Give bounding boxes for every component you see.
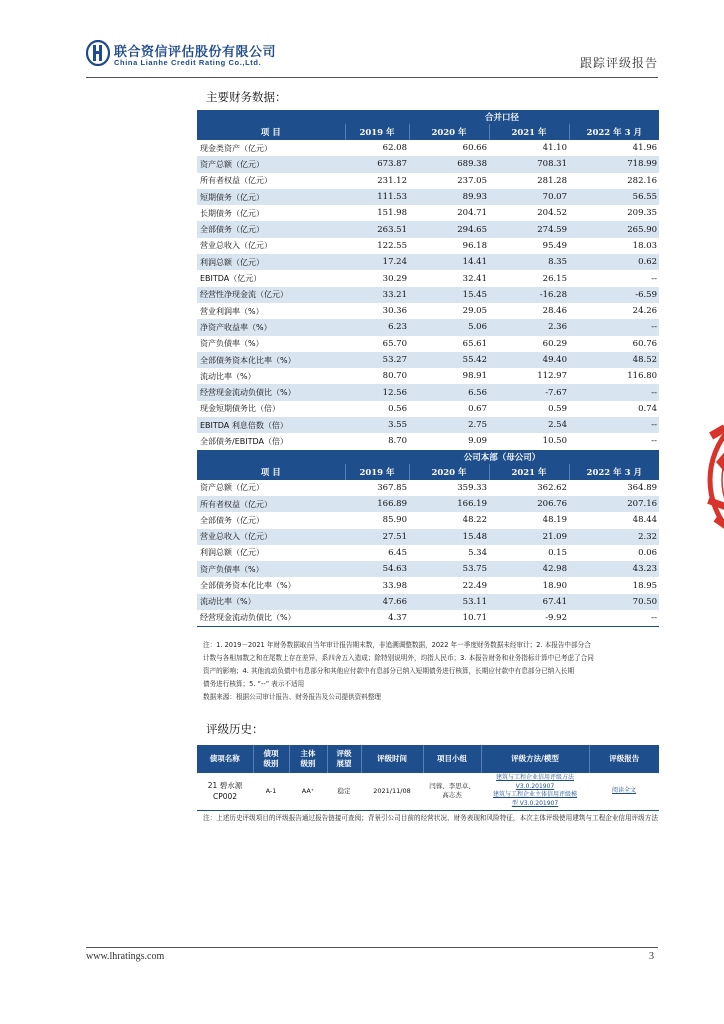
column-header: 2019 年 (345, 464, 409, 480)
cell-value: 0.67 (468, 403, 487, 414)
table-row (197, 173, 659, 189)
cell-value: 48.52 (569, 352, 659, 368)
table-row (197, 401, 659, 417)
cell-value: 56.55 (569, 189, 659, 205)
data-source-line: 数据来源：根据公司审计报告、财务报告及公司提供资料整理 (203, 693, 382, 701)
cell-value: 3.55 (345, 417, 409, 433)
cell-value: 95.49 (542, 240, 567, 251)
cell-value: 48.44 (632, 515, 658, 526)
cell-value: 708.31 (489, 156, 569, 172)
cell-value: 0.59 (548, 403, 567, 414)
cell-value: 274.59 (489, 221, 569, 237)
cell-value: 0.74 (638, 403, 658, 414)
table-row (197, 577, 659, 593)
cell-value: 41.10 (542, 143, 567, 154)
cell-value: 673.87 (345, 156, 409, 172)
cell-value: 10.50 (542, 436, 567, 447)
row-label: 全部债务资本化比率（%） (200, 581, 296, 591)
cell-value: 263.51 (345, 221, 409, 237)
cell-value: 8.70 (388, 436, 407, 447)
table-row (197, 496, 659, 512)
note-line: 计数与各相加数之和在尾数上存在差异，系四舍五入造成；除特别说明外，均指人民币；3. 本报告财务和业务指标计算中已考虑了合同 (203, 654, 594, 662)
cell-value: 89.93 (409, 189, 489, 205)
table-row (197, 254, 659, 270)
row-label: 流动比率（%） (200, 371, 256, 381)
cell-value: 53.27 (345, 352, 409, 368)
cell-value: -- (651, 436, 658, 447)
cell-value: 60.29 (542, 338, 567, 349)
cell-value: 70.07 (489, 189, 569, 205)
group-spacer (197, 450, 345, 464)
cell-value: 27.51 (345, 529, 409, 545)
cell-value: 26.15 (542, 273, 567, 284)
cell-value: 359.33 (457, 482, 487, 493)
cell-value: 85.90 (382, 515, 407, 526)
cell-value: 53.75 (409, 561, 489, 577)
row-label: 资产负债率（%） (200, 339, 264, 349)
read-full-report-link[interactable]: 阅读全文 (611, 787, 636, 794)
column-header: 2021 年 (489, 464, 569, 480)
entity-rating: AA⁺ (289, 773, 327, 810)
column-header: 2021 年 (489, 124, 569, 140)
table-row (197, 336, 659, 352)
table-row (197, 205, 659, 221)
cell-value: -- (569, 417, 659, 433)
row-label: 短期债务（亿元） (197, 189, 345, 205)
column-header: 2019 年 (345, 124, 409, 140)
row-label: 利润总额（亿元） (197, 254, 345, 270)
cell-value: 33.21 (345, 287, 409, 303)
rating-date: 2021/11/08 (361, 773, 423, 810)
cell-value: 12.56 (345, 384, 409, 400)
cell-value: 207.16 (569, 496, 659, 512)
cell-value: 206.76 (489, 496, 569, 512)
rating-column-header: 主体 级别 (289, 745, 327, 773)
cell-value: 209.35 (627, 208, 658, 219)
cell-value: 166.19 (409, 496, 489, 512)
table-group-header (197, 450, 659, 464)
cell-value: 282.16 (627, 175, 658, 186)
rating-column-header: 债项 级别 (253, 745, 289, 773)
cell-value: 2.75 (409, 417, 489, 433)
column-header: 2020 年 (409, 124, 489, 140)
column-header: 2022 年 3 月 (569, 124, 659, 140)
table-row (197, 238, 659, 254)
table-row (197, 512, 659, 528)
cell-value: 151.98 (377, 208, 407, 219)
table-row (197, 319, 659, 335)
rating-outlook: 稳定 (327, 773, 361, 810)
cell-value: 294.65 (409, 221, 489, 237)
row-label: 净资产收益率（%） (197, 319, 345, 335)
group-spacer (197, 110, 345, 124)
cell-value: 55.42 (409, 352, 489, 368)
cell-value: 29.05 (462, 306, 487, 317)
cell-value: 53.11 (409, 594, 489, 610)
rating-column-header: 债项名称 (197, 745, 253, 773)
method-link-1[interactable]: 建筑与工程企业信用评级方法 V3.0.201907 (495, 774, 574, 790)
row-label: EBITDA 利息倍数（倍） (197, 417, 345, 433)
cell-value: 18.03 (632, 240, 658, 251)
financial-data-table (197, 110, 659, 627)
row-label: 经营现金流动负债比（%） (197, 610, 345, 626)
cell-value: 18.90 (542, 580, 567, 591)
cell-value: 166.89 (345, 496, 409, 512)
cell-value: -7.67 (489, 384, 569, 400)
rating-history-section-title: 评级历史： (206, 722, 264, 736)
table-row (197, 156, 659, 172)
cell-value: 281.28 (537, 175, 567, 186)
row-label: 经营性净现金流（亿元） (197, 287, 345, 303)
row-label: 经营现金流动负债比（%） (197, 384, 345, 400)
row-label: EBITDA（亿元） (200, 274, 262, 284)
group-title: 合并口径 (345, 110, 659, 124)
table-row (197, 545, 659, 561)
row-label: 全部债务（亿元） (200, 515, 264, 525)
issue-name: 21 碧水源 CP002 (197, 773, 253, 810)
rating-row (197, 773, 659, 810)
cell-value: 2.54 (489, 417, 569, 433)
cell-value: 122.55 (377, 240, 407, 251)
cell-value: 65.61 (462, 338, 487, 349)
cell-value: 98.91 (462, 371, 487, 382)
cell-value: 10.71 (409, 610, 489, 626)
cell-value: 17.24 (345, 254, 409, 270)
row-label: 资产总额（亿元） (197, 156, 345, 172)
rating-column-header: 评级方法/模型 (481, 745, 589, 773)
rating-column-header: 评级 展望 (327, 745, 361, 773)
row-label: 全部债务资本化比率（%） (197, 352, 345, 368)
cell-value: 21.09 (489, 529, 569, 545)
cell-value: 42.98 (489, 561, 569, 577)
cell-value: 689.38 (409, 156, 489, 172)
cell-value: 28.46 (542, 306, 567, 317)
cell-value: 30.29 (382, 273, 407, 284)
cell-value: 5.34 (468, 547, 487, 558)
table-row (197, 610, 659, 626)
row-label: 全部债务（亿元） (197, 221, 345, 237)
table-row (197, 384, 659, 400)
cell-value: 0.56 (388, 403, 407, 414)
table-row (197, 480, 659, 496)
cell-value: 18.95 (632, 580, 658, 591)
note-line: 债务进行核算；5. “--” 表示不适用 (203, 680, 305, 688)
cell-value: 96.18 (462, 240, 487, 251)
cell-value: 60.66 (462, 143, 487, 154)
table-row (197, 221, 659, 237)
cell-value: 48.19 (542, 515, 567, 526)
cell-value: 24.26 (632, 306, 658, 317)
cell-value: 6.56 (409, 384, 489, 400)
cell-value: 49.40 (489, 352, 569, 368)
cell-value: 265.90 (569, 221, 659, 237)
cell-value: 0.06 (638, 547, 658, 558)
cell-value: 4.37 (345, 610, 409, 626)
column-header: 2022 年 3 月 (569, 464, 659, 480)
note-line: 注：1. 2019－2021 年财务数据取自当年审计报告期末数，非追溯调整数据，2022 年一季度财务数据未经审计；2. 本报告中部分合 (203, 641, 591, 649)
cell-value: 80.70 (382, 371, 407, 382)
issue-rating: A-1 (253, 773, 289, 810)
footer-website[interactable]: www.lhratings.com (86, 951, 165, 962)
table-row (197, 189, 659, 205)
rating-history-note: 注：上述历史评级项目的评级报告通过报告链接可查阅；背景引公司目前的经营状况、财务表现和风险特征，本次主体评级使用建筑与工程企业信用评级方法 (203, 814, 658, 822)
cell-value: 111.53 (345, 189, 409, 205)
cell-value: -- (651, 273, 658, 284)
cell-value: 60.76 (632, 338, 658, 349)
row-label: 营业利润率（%） (200, 306, 264, 316)
cell-value: 0.62 (569, 254, 659, 270)
table-column-header (197, 464, 659, 480)
row-label: 长期债务（亿元） (200, 208, 264, 218)
row-label: 利润总额（亿元） (200, 548, 264, 558)
row-label: 现金类资产（亿元） (200, 143, 272, 153)
cell-value: 116.80 (627, 371, 658, 382)
column-header: 项 目 (197, 124, 345, 140)
table-column-header (197, 124, 659, 140)
cell-value: 32.41 (462, 273, 487, 284)
table-row (197, 303, 659, 319)
row-label: 资产总额（亿元） (200, 483, 264, 493)
row-label: 现金短期债务比（倍） (200, 404, 280, 414)
table-row (197, 594, 659, 610)
rating-methods (481, 773, 589, 810)
footer-divider (86, 947, 658, 948)
cell-value: 718.99 (569, 156, 659, 172)
method-link-2[interactable]: 建筑与工程企业主体信用评级模 型 V3.0.201907 (492, 791, 577, 807)
column-header: 项 目 (197, 464, 345, 480)
rating-history-table (197, 745, 659, 811)
cell-value: -6.59 (569, 287, 659, 303)
cell-value: 204.71 (457, 208, 487, 219)
cell-value: -- (569, 384, 659, 400)
header-divider (86, 77, 658, 78)
column-header: 2020 年 (409, 464, 489, 480)
table-row (197, 561, 659, 577)
cell-value: -- (569, 319, 659, 335)
row-label: 全部债务/EBITDA（倍） (200, 436, 288, 446)
table-group-header (197, 110, 659, 124)
company-name-cn: 联合资信评估股份有限公司 (114, 45, 277, 60)
cell-value: 33.98 (382, 580, 407, 591)
group-title: 公司本部（母公司） (345, 450, 659, 464)
table-row (197, 529, 659, 545)
cell-value: 47.66 (345, 594, 409, 610)
cell-value: 15.45 (409, 287, 489, 303)
cell-value: 5.06 (409, 319, 489, 335)
cell-value: 65.70 (382, 338, 407, 349)
cell-value: 30.36 (382, 306, 407, 317)
row-label: 资产负债率（%） (197, 561, 345, 577)
rating-table-header (197, 745, 659, 773)
cell-value: 15.48 (409, 529, 489, 545)
rating-column-header: 评级时间 (361, 745, 423, 773)
page-number: 3 (649, 951, 654, 962)
cell-value: 62.08 (382, 143, 407, 154)
company-seal-stamp (706, 400, 724, 560)
cell-value: 231.12 (377, 175, 407, 186)
cell-value: 22.49 (462, 580, 487, 591)
project-team: 闫蓉、李思卓、 高志杰 (423, 773, 481, 810)
row-label: 营业总收入（亿元） (197, 529, 345, 545)
table-row (197, 270, 659, 286)
cell-value: 9.09 (468, 436, 487, 447)
rating-column-header: 评级报告 (589, 745, 659, 773)
page-header (86, 40, 658, 76)
company-logo-icon (86, 40, 110, 66)
cell-value: 70.50 (569, 594, 659, 610)
cell-value: -- (569, 610, 659, 626)
cell-value: 2.36 (489, 319, 569, 335)
cell-value: 41.96 (632, 143, 658, 154)
table-row (197, 368, 659, 384)
row-label: 所有者权益（亿元） (200, 176, 272, 186)
rating-column-header: 项目小组 (423, 745, 481, 773)
note-line: 资产的影响；4. 其他流动负债中有息部分和其他应付款中有息部分已纳入短期债务进行核算，长期应付款中有息部分已纳入长期 (203, 667, 575, 675)
table-row (197, 417, 659, 433)
cell-value: 364.89 (627, 482, 658, 493)
table-row (197, 287, 659, 303)
cell-value: 43.23 (569, 561, 659, 577)
row-label: 营业总收入（亿元） (200, 241, 272, 251)
cell-value: 8.35 (489, 254, 569, 270)
company-name-en: China Lianhe Credit Rating Co.,Ltd. (114, 58, 262, 67)
table-row (197, 352, 659, 368)
cell-value: 67.41 (489, 594, 569, 610)
cell-value: 2.32 (569, 529, 659, 545)
report-cell (589, 773, 659, 810)
financial-notes (203, 639, 659, 704)
document-title: 跟踪评级报告 (579, 56, 658, 70)
table-row (197, 140, 659, 156)
cell-value: 48.22 (462, 515, 487, 526)
cell-value: 204.52 (537, 208, 567, 219)
cell-value: 112.97 (537, 371, 567, 382)
cell-value: 362.62 (537, 482, 567, 493)
cell-value: 6.23 (345, 319, 409, 335)
cell-value: 0.15 (548, 547, 567, 558)
table-row (197, 433, 659, 449)
cell-value: -9.92 (489, 610, 569, 626)
cell-value: 237.05 (457, 175, 487, 186)
row-label: 流动比率（%） (197, 594, 345, 610)
cell-value: 14.41 (409, 254, 489, 270)
cell-value: -16.28 (489, 287, 569, 303)
cell-value: 54.63 (345, 561, 409, 577)
financials-section-title: 主要财务数据： (206, 90, 287, 104)
row-label: 所有者权益（亿元） (197, 496, 345, 512)
cell-value: 6.45 (388, 547, 407, 558)
cell-value: 367.85 (377, 482, 407, 493)
